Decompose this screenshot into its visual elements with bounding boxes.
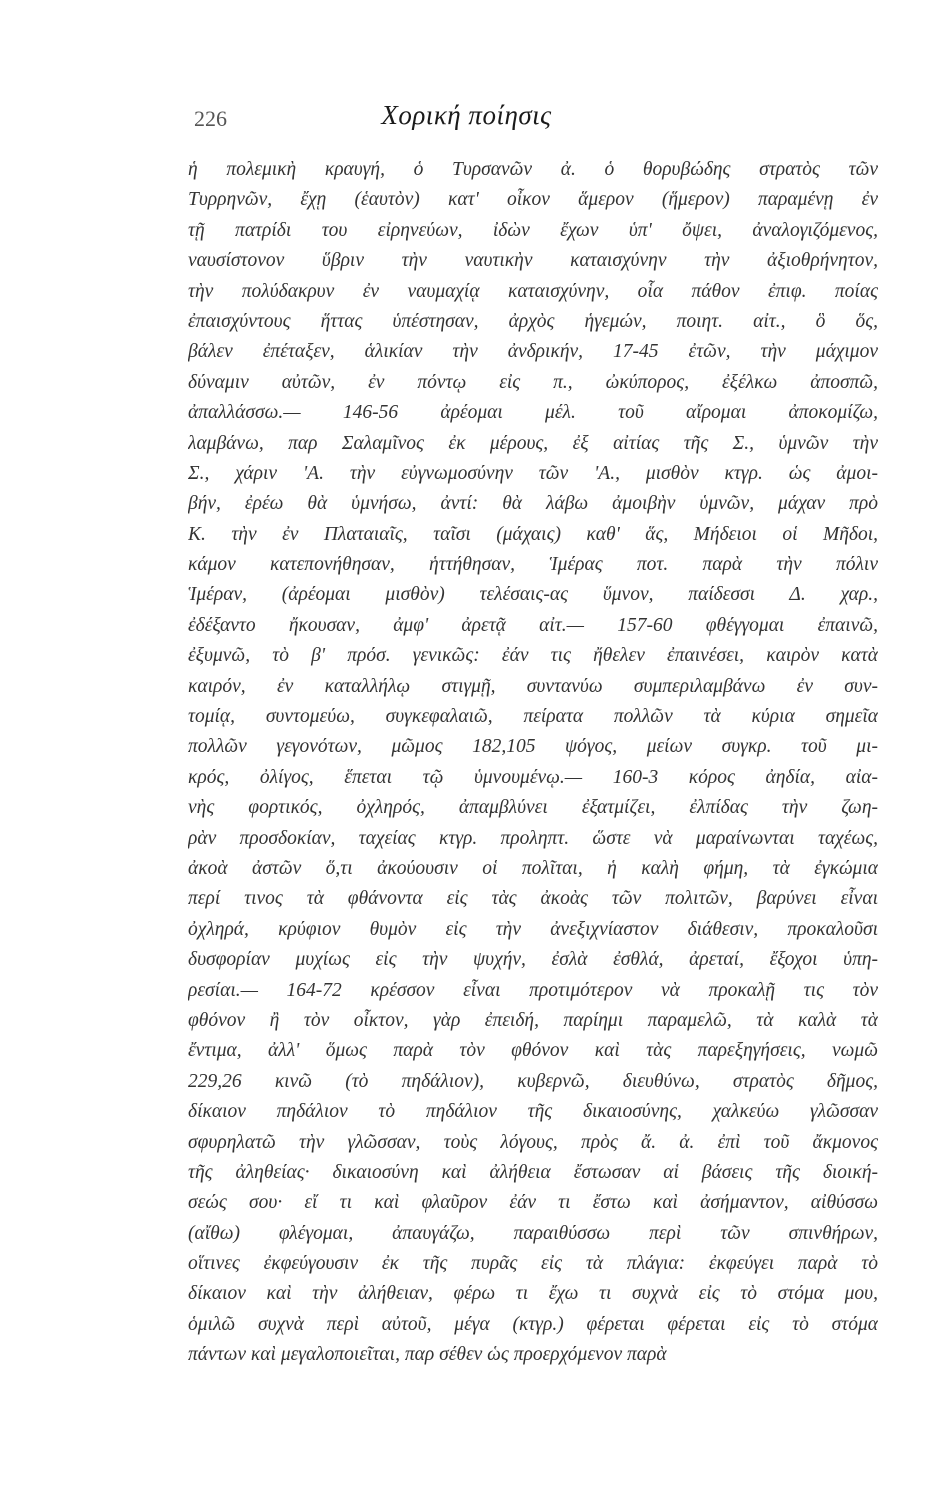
text-line: δίκαιον καὶ τὴν ἀλήθειαν, φέρω τι ἔχω τι συχνὰ εἰς τὸ στόμα μου, xyxy=(188,1283,878,1305)
text-line: ναυσίστονον ὕβριν τὴν ναυτικὴν καταισχύνην τὴν ἀξιοθρήνητον, xyxy=(188,250,878,272)
text-line: πάντων καὶ μεγαλοποιεῖται, παρ σέθεν ὡς προερχόμενον παρὰ xyxy=(188,1344,667,1366)
text-line: νὴς φορτικός, ὀχληρός, ἀπαμβλύνει ἐξατμίζει, ἐλπίδας τὴν ζωη- xyxy=(188,797,878,819)
text-line: ἐξυμνῶ, τὸ β' πρόσ. γενικῶς: ἐάν τις ἤθελεν ἐπαινέσει, καιρὸν κατὰ xyxy=(188,645,878,667)
text-line: καιρόν, ἐν καταλλήλῳ στιγμῇ, συντανύω συμπεριλαμβάνω ἐν συν- xyxy=(188,675,878,697)
text-line: Σ., χάριν 'Α. τὴν εὐγνωμοσύνην τῶν 'Α., μισθὸν κτγρ. ὡς ἀμοι- xyxy=(188,462,878,484)
page-number: 226 xyxy=(194,106,227,131)
text-line: τῆς ἀληθείας· δικαιοσύνη καὶ ἀλήθεια ἔστωσαν αἱ βάσεις τῆς διοική- xyxy=(188,1161,878,1183)
text-line: οἵτινες ἐκφεύγουσιν ἐκ τῆς πυρᾶς εἰς τὰ πλάγια: ἐκφεύγει παρὰ τὸ xyxy=(188,1253,878,1275)
text-line: ὀχληρά, κρύφιον θυμὸν εἰς τὴν ἀνεξιχνίαστον διάθεσιν, προκαλοῦσι xyxy=(188,918,878,940)
text-line: ἐπαισχύντους ἥττας ὑπέστησαν, ἀρχὸς ἡγεμών, ποιητ. αἰτ., ὃ ὅς, xyxy=(188,310,878,332)
text-line: ρεσίαι.— 164-72 κρέσσον εἶναι προτιμότερον νὰ προκαλῇ τις τὸν xyxy=(188,979,878,1001)
text-line: ὁμιλῶ συχνὰ περὶ αὐτοῦ, μέγα (κτγρ.) φέρεται φέρεται εἰς τὸ στόμα xyxy=(188,1313,878,1335)
text-line: ἔντιμα, ἀλλ' ὅμως παρὰ τὸν φθόνον καὶ τὰς παρεξηγήσεις, νωμῶ xyxy=(188,1040,878,1062)
text-line: τομίᾳ, συντομεύω, συγκεφαλαιῶ, πείρατα πολλῶν τὰ κύρια σημεῖα xyxy=(188,706,878,728)
text-line: σφυρηλατῶ τὴν γλῶσσαν, τοὺς λόγους, πρὸς ἄ. ἀ. ἐπὶ τοῦ ἄκμονος xyxy=(188,1131,878,1153)
running-title: Χορική ποίησις xyxy=(381,100,552,130)
text-line: τὴν πολύδακρυν ἐν ναυμαχίᾳ καταισχύνην, οἷα πάθον ἐπιφ. ποίας xyxy=(188,280,878,302)
text-line: λαμβάνω, παρ Σαλαμῖνος ἐκ μέρους, ἐξ αἰτίας τῆς Σ., ὑμνῶν τὴν xyxy=(188,432,878,454)
page-header xyxy=(0,100,933,140)
text-line: ρὰν προσδοκίαν, ταχείας κτγρ. προληπτ. ὥστε νὰ μαραίνωνται ταχέως, xyxy=(188,827,878,849)
text-line: Ἱμέραν, (ἀρέομαι μισθὸν) τελέσαις-ας ὕμνον, παίδεσσι Δ. χαρ., xyxy=(188,584,878,606)
text-line: ἀπαλλάσσω.— 146-56 ἀρέομαι μέλ. τοῦ αἴρομαι ἀποκομίζω, xyxy=(188,402,878,424)
text-line: ἐδέξαντο ἤκουσαν, ἀμφ' ἀρετᾷ αἰτ.— 157-60 φθέγγομαι ἐπαινῶ, xyxy=(188,614,878,636)
text-line: Κ. τὴν ἐν Πλαταιαῖς, ταῖσι (μάχαις) καθ' ἅς, Μήδειοι οἱ Μῆδοι, xyxy=(188,523,878,545)
text-line: ἡ πολεμικὴ κραυγή, ὁ Τυρσανῶν ἀ. ὁ θορυβώδης στρατὸς τῶν xyxy=(188,159,878,180)
text-line: πολλῶν γεγονότων, μῶμος 182,105 ψόγος, μείων συγκρ. τοῦ μι- xyxy=(188,736,878,758)
text-line: σεώς σου· εἴ τι καὶ φλαῦρον ἐάν τι ἔστω καὶ ἀσήμαντον, αἰθύσσω xyxy=(188,1192,878,1214)
commentary-text xyxy=(188,155,878,1371)
text-line: τῇ πατρίδι του εἰρηνεύων, ἰδὼν ἔχων ὑπ' ὄψει, ἀναλογιζόμενος, xyxy=(188,219,878,241)
text-line: βάλεν ἐπέταξεν, ἁλικίαν τὴν ἀνδρικήν, 17-45 ἐτῶν, τὴν μάχιμον xyxy=(188,341,878,363)
text-line: κρός, ὀλίγος, ἕπεται τῷ ὑμνουμένῳ.— 160-3 κόρος ἀηδία, αἰα- xyxy=(188,766,878,788)
text-line: δύναμιν αὐτῶν, ἐν πόντῳ εἰς π., ὠκύπορος, ἐξέλκω ἀποσπῶ, xyxy=(188,371,878,393)
text-line: ἀκοὰ ἀστῶν ὅ,τι ἀκούουσιν οἱ πολῖται, ἡ καλὴ φήμη, τὰ ἐγκώμια xyxy=(188,857,878,879)
text-line: βήν, ἐρέω θὰ ὑμνήσω, ἀντί: θὰ λάβω ἀμοιβὴν ὑμνῶν, μάχαν πρὸ xyxy=(188,493,878,515)
text-line: δίκαιον πηδάλιον τὸ πηδάλιον τῆς δικαιοσύνης, χαλκεύω γλῶσσαν xyxy=(188,1101,878,1123)
text-line: 229,26 κινῶ (τὸ πηδάλιον), κυβερνῶ, διευθύνω, στρατὸς δῆμος, xyxy=(188,1070,878,1092)
text-line: κάμον κατεπονήθησαν, ἡττήθησαν, Ἱμέρας ποτ. παρὰ τὴν πόλιν xyxy=(188,554,878,576)
text-line: δυσφορίαν μυχίως εἰς τὴν ψυχήν, ἐσλὰ ἐσθλά, ἀρεταί, ἔξοχοι ὑπη- xyxy=(188,949,878,971)
text-line: περί τινος τὰ φθάνοντα εἰς τὰς ἀκοὰς τῶν πολιτῶν, βαρύνει εἶναι xyxy=(188,888,878,910)
text-line: (αἴθω) φλέγομαι, ἀπαυγάζω, παραιθύσσω περὶ τῶν σπινθήρων, xyxy=(188,1222,878,1244)
text-line: Τυρρηνῶν, ἔχῃ (ἑαυτὸν) κατ' οἶκον ἅμερον (ἥμερον) παραμένῃ ἐν xyxy=(188,189,878,211)
text-line: φθόνον ἢ τὸν οἶκτον, γὰρ ἐπειδή, παρίημι παραμελῶ, τὰ καλὰ τὰ xyxy=(188,1009,878,1031)
